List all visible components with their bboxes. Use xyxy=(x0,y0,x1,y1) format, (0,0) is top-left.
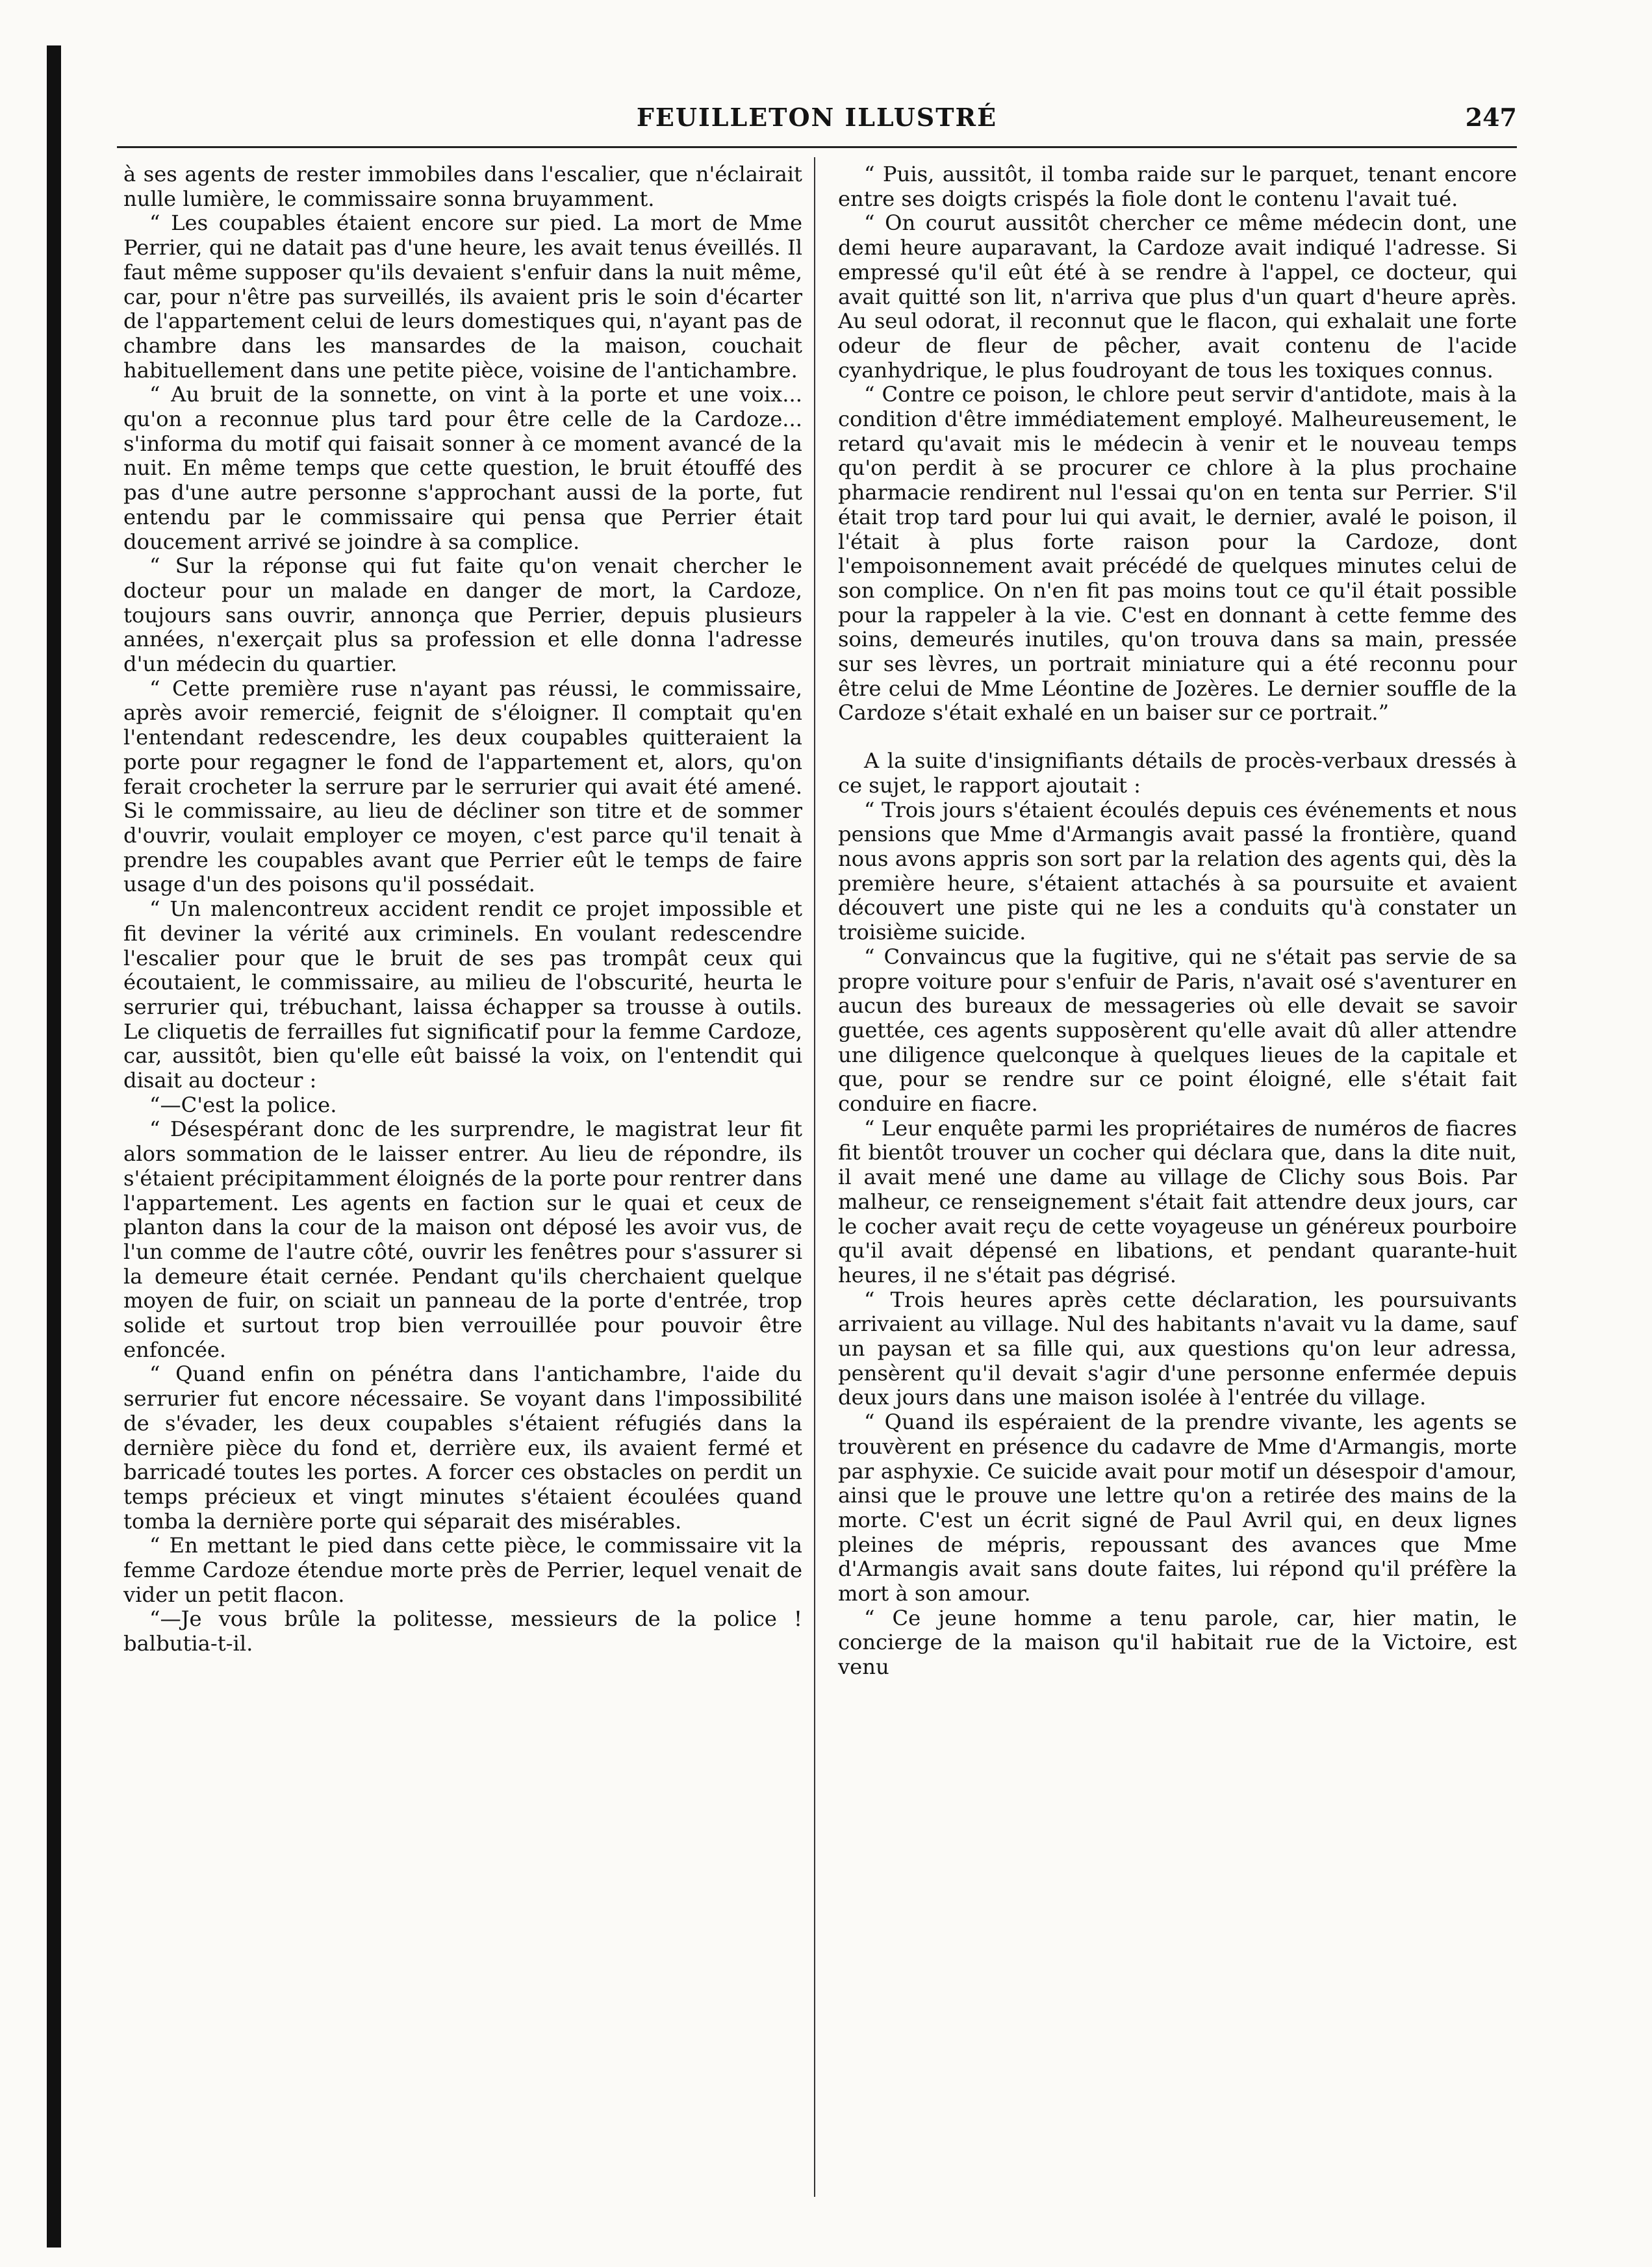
paragraph: “ Contre ce poison, le chlore peut servir d'antidote, mais à la condition d'être immédiatement employé. Malheureusement, le retard qu'avait mis le médecin à venir et le nouveau temps qu'on perdit à se procurer ce chlore à la plus prochaine pharmacie rendirent nul l'essai qu'on en tenta sur Perrier. S'il était trop tard pour lui qui avait, le dernier, avalé le poison, il l'était à plus forte raison pour la Cardoze, dont l'empoisonnement avait précédé de quelques minutes celui de son complice. On n'en fit pas moins tout ce qu'il était possible pour la rappeler à la vie. C'est en donnant à cette femme des soins, demeurés inutiles, qu'on trouva dans sa main, pressée sur ses lèvres, un portrait miniature qui a été reconnu pour être celui de Mme Léontine de Jozères. Le dernier souffle de la Cardoze s'était exhalé en un baiser sur ce portrait.” xyxy=(838,382,1517,726)
paragraph: à ses agents de rester immobiles dans l'escalier, que n'éclairait nulle lumière, le commissaire sonna bruyamment. xyxy=(123,162,802,211)
running-title: FEUILLETON ILLUSTRÉ xyxy=(636,103,998,132)
paragraph: “—C'est la police. xyxy=(149,1092,337,1117)
paragraph: “ Un malencontreux accident rendit ce projet impossible et fit deviner la vérité aux criminels. En voulant redescendre l'escalier pour que le bruit de ses pas trompât ceux qui écoutaient, le commissaire, au milieu de l'obscurité, heurta le serrurier qui, trébuchant, laissa échapper sa trousse à outils. Le cliquetis de ferrailles fut significatif pour la femme Cardoze, car, aussitôt, bien qu'elle eût baissé la voix, on l'entendit qui disait au docteur : xyxy=(123,896,802,1093)
paragraph: “ En mettant le pied dans cette pièce, le commissaire vit la femme Cardoze étendue morte près de Perrier, lequel venait de vider un petit flacon. xyxy=(123,1533,802,1607)
column-divider xyxy=(814,157,815,2197)
paragraph: “ Quand ils espéraient de la prendre vivante, les agents se trouvèrent en présence du cadavre de Mme d'Armangis, morte par asphyxie. Ce suicide avait pour motif un désespoir d'amour, ainsi que le prouve une lettre qu'on a retirée des mains de la morte. C'est un écrit signé de Paul Avril qui, en deux lignes pleines de mépris, repoussant des avances que Mme d'Armangis avait sans doute faites, lui répond qu'il préfère la mort à son amour. xyxy=(838,1410,1517,1606)
page-header xyxy=(117,103,1517,142)
paragraph: “ Convaincus que la fugitive, qui ne s'était pas servie de sa propre voiture pour s'enfuir de Paris, n'avait osé s'aventurer en aucun des bureaux de messageries où elle devait se savoir guettée, ces agents supposèrent qu'elle avait dû aller attendre une diligence quelconque à quelques lieues de la capitale et que, pour se rendre sur ce point éloigné, elle s'était fait conduire en fiacre. xyxy=(838,944,1517,1117)
paragraph: “ Au bruit de la sonnette, on vint à la porte et une voix... qu'on a reconnue plus tard pour être celle de la Cardoze... s'informa du motif qui faisait sonner à ce moment avancé de la nuit. En même temps que cette question, le bruit étouffé des pas d'une autre personne s'approchant aussi de la porte, fut entendu par le commissaire qui pensa que Perrier était doucement arrivé se joindre à sa complice. xyxy=(123,382,802,554)
paragraph: “ Trois jours s'étaient écoulés depuis ces événements et nous pensions que Mme d'Armangis avait passé la frontière, quand nous avons appris son sort par la relation des agents qui, dès la première heure, s'étaient attachés à sa poursuite et avaient découvert une piste qui ne les a conduits qu'à constater un troisième suicide. xyxy=(838,797,1517,945)
left-column xyxy=(123,162,802,1656)
paragraph: “ Sur la réponse qui fut faite qu'on venait chercher le docteur pour un malade en danger de mort, la Cardoze, toujours sans ouvrir, annonça que Perrier, depuis plusieurs années, n'exerçait plus sa profession et elle donna l'adresse d'un médecin du quartier. xyxy=(123,553,802,677)
paragraph: “ Les coupables étaient encore sur pied. La mort de Mme Perrier, qui ne datait pas d'une heure, les avait tenus éveillés. Il faut même supposer qu'ils devaient s'enfuir dans la nuit même, car, pour n'être pas surveillés, ils avaient pris le soin d'écarter de l'appartement celui de leurs domestiques qui, n'ayant pas de chambre dans les mansardes de la maison, couchait habituellement dans une petite pièce, voisine de l'antichambre. xyxy=(123,210,802,383)
paragraph: “ Cette première ruse n'ayant pas réussi, le commissaire, après avoir remercié, feignit de s'éloigner. Il comptait qu'en l'entendant redescendre, les deux coupables quitteraient la porte pour regagner le fond de l'appartement et, alors, qu'on ferait crocheter la serrure par le serrurier qui avait été amené. Si le commissaire, au lieu de décliner son titre et de sommer d'ouvrir, voulait employer ce moyen, c'est parce qu'il tenait à prendre les coupables avant que Perrier eût le temps de faire usage d'un des poisons qu'il possédait. xyxy=(123,676,802,897)
paragraph: “ Ce jeune homme a tenu parole, car, hier matin, le concierge de la maison qu'il habitait rue de la Victoire, est venu xyxy=(838,1605,1517,1680)
paragraph: “—Je vous brûle la politesse, messieurs de la police ! balbutia-t-il. xyxy=(123,1606,802,1656)
binding-edge xyxy=(47,45,61,2248)
paragraph: “ Désespérant donc de les surprendre, le magistrat leur fit alors sommation de le laisser entrer. Au lieu de répondre, ils s'étaient précipitamment éloignés de la porte pour rentrer dans l'appartement. Les agents en faction sur le quai et ceux de planton dans la cour de la maison ont déposé les avoir vus, de l'un comme de l'autre côté, ouvrir les fenêtres pour s'assurer si la demeure était cernée. Pendant qu'ils cherchaient quelque moyen de fuir, on sciait un panneau de la porte d'entrée, trop solide et surtout trop bien verrouillée pour pouvoir être enfoncée. xyxy=(123,1117,803,1362)
paragraph: “ On courut aussitôt chercher ce même médecin dont, une demi heure auparavant, la Cardoze avait indiqué l'adresse. Si empressé qu'il eût été à se rendre à l'appel, ce docteur, qui avait quitté son lit, n'arriva que plus d'un quart d'heure après. Au seul odorat, il reconnut que le flacon, qui exhalait une forte odeur de fleur de pêcher, avait contenu de l'acide cyanhydrique, le plus foudroyant de tous les toxiques connus. xyxy=(838,210,1517,383)
header-rule xyxy=(117,146,1517,148)
paragraph: “ Trois heures après cette déclaration, les poursuivants arrivaient au village. Nul des habitants n'avait vu la dame, sauf un paysan et sa fille qui, aux questions qu'on leur adressa, pensèrent qu'il devait s'agir d'une personne enfermée depuis deux jours dans une maison isolée à l'entrée du village. xyxy=(838,1287,1517,1410)
paragraph: “ Puis, aussitôt, il tomba raide sur le parquet, tenant encore entre ses doigts crispés la fiole dont le contenu l'avait tué. xyxy=(838,162,1517,211)
right-column xyxy=(838,162,1517,1680)
page-number: 247 xyxy=(1465,103,1517,132)
paragraph: “ Leur enquête parmi les propriétaires de numéros de fiacres fit bientôt trouver un cocher qui déclara que, dans la dite nuit, il avait mené une dame au village de Clichy sous Bois. Par malheur, ce renseignement s'était fait attendre deux jours, car le cocher avait reçu de cette voyageuse un généreux pourboire qu'il avait dépensé en libations, et pendant quarante-huit heures, il ne s'était pas dégrisé. xyxy=(838,1115,1517,1287)
paragraph: “ Quand enfin on pénétra dans l'antichambre, l'aide du serrurier fut encore nécessaire. Se voyant dans l'impossibilité de s'évader, les deux coupables s'étaient réfugiés dans la dernière pièce du fond et, derrière eux, ils avaient fermé et barricadé toutes les portes. A forcer ces obstacles on perdit un temps précieux et vingt minutes s'étaient écoulées quand tomba la dernière porte qui séparait des misérables. xyxy=(123,1361,802,1534)
paragraph: A la suite d'insignifiants détails de procès-verbaux dressés à ce sujet, le rapport ajoutait : xyxy=(838,748,1517,798)
